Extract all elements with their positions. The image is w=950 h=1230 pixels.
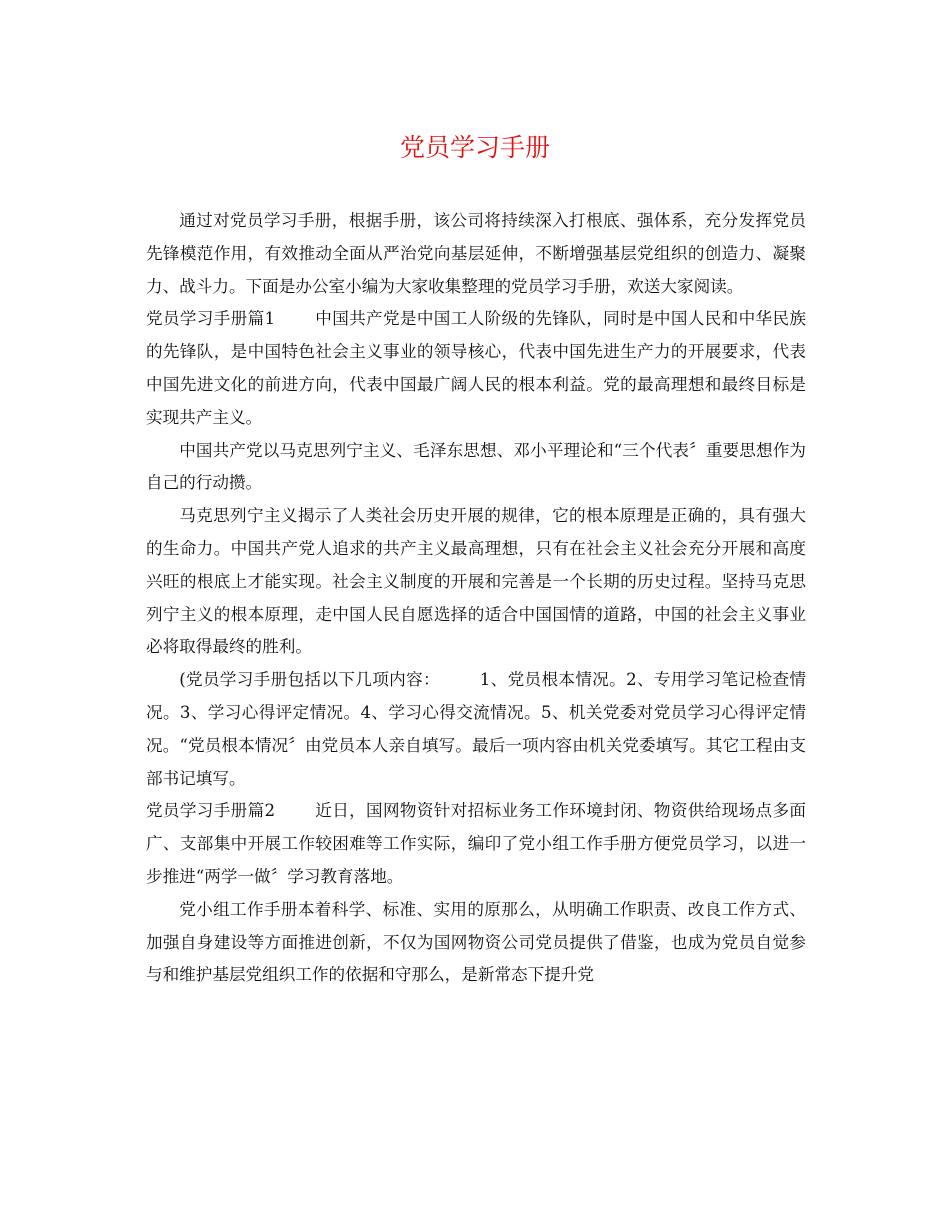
- section-2-label: 党员学习手册篇2: [146, 801, 276, 821]
- guiding-ideology-paragraph: 中国共产党以马克思列宁主义、毛泽东思想、邓小平理论和“三个代表〞重要思想作为自己的行动攒。: [146, 440, 806, 493]
- section-1-label: 党员学习手册篇1: [146, 309, 276, 329]
- section-1-paragraph: [146, 303, 806, 434]
- section-2-text: 近日，国网物资针对招标业务工作环境封闭、物资供给现场点多面广、支部集中开展工作较困难等工作实际，编印了党小组工作手册方便党员学习，以进一步推进“两学一做〞学习教育落地。: [146, 801, 806, 886]
- document-body: [146, 205, 806, 992]
- marxism-paragraph: 马克思列宁主义揭示了人类社会历史开展的规律，它的根本原理是正确的，具有强大的生命力。中国共产党人追求的共产主义最高理想，只有在社会主义社会充分开展和高度兴旺的根底上才能实现。社会主义制度的开展和完善是一个长期的历史过程。坚持马克思列宁主义的根本原理，走中国人民自愿选择的适合中国国情的道路，中国的社会主义事业必将取得最终的胜利。: [146, 506, 806, 657]
- intro-paragraph: 通过对党员学习手册，根据手册，该公司将持续深入打根底、强体系，充分发挥党员先锋模范作用，有效推动全面从严治党向基层延伸，不断增强基层党组织的创造力、凝聚力、战斗力。下面是办公室小编为大家收集整理的党员学习手册，欢送大家阅读。: [146, 211, 806, 296]
- section-2-paragraph: [146, 795, 806, 893]
- last-paragraph: 党小组工作手册本着科学、标准、实用的原那么，从明确工作职责、改良工作方式、加强自身建设等方面推进创新，不仅为国网物资公司党员提供了借鉴，也成为党员自觉参与和维护基层党组织工作的依据和守那么，是新常态下提升党: [146, 899, 806, 985]
- section-1-text: 中国共产党是中国工人阶级的先锋队，同时是中国人民和中华民族的先锋队，是中国特色社会主义事业的领导核心，代表中国先进生产力的开展要求，代表中国先进文化的前进方向，代表中国最广阔人民的根本利益。党的最高理想和最终目标是实现共产主义。: [146, 309, 806, 427]
- handbook-contents-text: 1、党员根本情况。2、专用学习笔记检查情况。3、学习心得评定情况。4、学习心得交流情况。5、机关党委对党员学习心得评定情况。“党员根本情况〞由党员本人亲自填写。最后一项内容由机关党委填写。其它工程由支部书记填写。: [146, 670, 806, 788]
- handbook-contents-paragraph: [146, 664, 806, 795]
- page-title: 党员学习手册: [399, 133, 550, 162]
- handbook-contents-lead: (党员学习手册包括以下几项内容：: [179, 670, 440, 690]
